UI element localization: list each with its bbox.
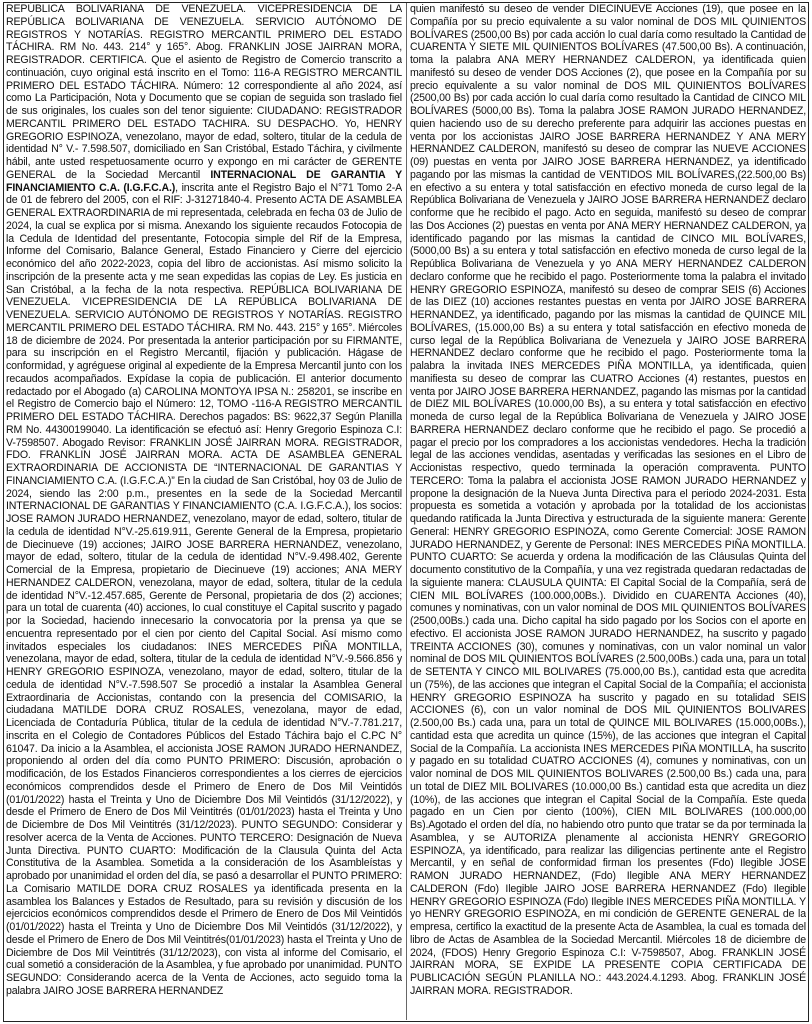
left-column-text-start: REPÚBLICA BOLIVARIANA DE VENEZUELA. VICEPRESIDENCIA DE LA REPÚBLICA BOLIVARIANA DE VENEZUELA. SERVICIO AUTÓNOMO DE REGISTROS Y NOTARÍAS. REGISTRO MERCANTIL PRIMERO DEL ESTADO TÁCHIRA. RM No. 443. 214° y 165°. Abog. FRANKLIN JOSE JAIRRAN MORA, REGISTRADOR. CERTIFICA. Que el asiento de Registro de Comercio transcrito a continuación, cuyo original está inscrito en el Tomo: 116-A REGISTRO MERCANTIL PRIMERO DEL ESTADO TÁCHIRA. Número: 12 correspondiente al año 2024, así como La Participación, Nota y Documento que se copian de seguida son traslado fiel de sus originales, los cuales son del tenor siguiente: CIUDADANO: REGISTRADOR MERCANTIL PRIMERO DEL ESTADO TACHIRA. SU DESPACHO. Yo, HENRY GREGORIO ESPINOZA, venezolano, mayor de edad, soltero, titular de la cedula de identidad N° V.- 7.598.507, domiciliado en San Cristóbal, Estado Táchira, y civilmente hábil, ante usted respetuosamente ocurro y expongo en mi carácter de GERENTE GENERAL de la Sociedad Mercantil [6,3,402,181]
company-name: INTERNACIONAL DE GARANTIA Y FINANCIAMIENTO C.A. (I.G.F.C.A.) [6,168,402,194]
column-divider [406,3,407,1020]
right-column [410,3,806,1019]
notice-columns [6,3,806,1020]
left-column [6,3,402,1019]
right-column-text: quien manifestó su deseo de vender DIECINUEVE Acciones (19), que posee en la Compañía por su precio equivalente a su valor nominal de DOS MIL QUINIENTOS BOLÍVARES (2500,00 Bs) por cada acción lo cual daría como resultado la Cantidad de CUARENTA Y SIETE MIL QUINIENTOS BOLÍVARES (47.500,00 Bs). A continuación, toma la palabra ANA MERY HERNANDEZ CALDERON, ya identificada quien manifestó su deseo de vender DOS Acciones (2), que posee en la Compañía por su precio equivalente a su valor nominal de DOS MIL QUINIENTOS BOLÍVARES (2500,00 Bs) por cada acción lo cual daría como resultado la Cantidad de CINCO MIL BOLÍVARES (5000,00 Bs). Toma la palabra JOSE RAMON JURADO HERNANDEZ, quien haciendo uso de su derecho preferente para adquirir las acciones puestas en venta por los accionistas JAIRO JOSE BARRERA HERNANDEZ Y ANA MERY HERNANDEZ CALDERON, manifestó su deseo de comprar las NUEVE ACCIONES (09) puestas en venta por JAIRO JOSE BARRERA HERNANDEZ, ya identificado pagando por las mismas la cantidad de VENTIDOS MIL BOLÍVARES,(22.500,00 Bs) en efectivo a su entera y total satisfacción en efectivo moneda de curso legal de la República Bolivariana de Venezuela y JAIRO JOSE BARRERA HERNANDEZ declaro conforme que he recibido el pago. Acto en seguida, manifestó su deseo de comprar las Dos Acciones (2) puestas en venta por ANA MERY HERNANDEZ CALDERON, ya identificado pagando por las mismas la cantidad de CINCO MIL BOLÍVARES, (5000,00 Bs) a su entera y total satisfacción en efectivo moneda de curso legal de la República Bolivariana de Venezuela y yo ANA MERY HERNANDEZ CALDERON declaro conforme que he recibido el pago. Posteriormente toma la palabra el invitado HENRY GREGORIO ESPINOZA, manifestó su deseo de comprar SEIS (6) Acciones de las DIEZ (10) acciones restantes puestas en venta por JAIRO JOSE BARRERA HERNANDEZ, ya identificado, pagando por las mismas la cantidad de QUINCE MIL BOLÍVARES, (15.000,00 Bs) a su entera y total satisfacción en efectivo moneda de curso legal de la República Bolivariana de Venezuela y JAIRO JOSE BARRERA HERNANDEZ declaro conforme que he recibido el pago. Posteriormente toma la palabra la invitada INES MERCEDES PIÑA MONTILLA, ya identificada, quien manifiesta su deseo de comprar las CUATRO Acciones (4) restantes, puestos en venta por JAIRO JOSE BARRERA HERNANDEZ, pagando las mismas por la cantidad de DIEZ MIL BOLÍVARES (10.000,00 Bs), a su entera y total satisfacción en efectivo moneda de curso legal de la República Bolivariana de Venezuela y JAIRO JOSE BARRERA HERNANDEZ declaro conforme que he recibido el pago. Se procedió a pagar el precio por los compradores a los accionistas vendedores. Hecha la tradición legal de las acciones vendidas, asentadas y verificadas las sesiones en el Libro de Accionistas respectivo, quedo terminada la operación compraventa. PUNTO TERCERO: Toma la palabra el accionista JOSE RAMON JURADO HERNANDEZ y propone la designación de la Nueva Junta Directiva para el periodo 2024-2031. Esta propuesta es sometida a votación y aprobada por la totalidad de los accionistas quedando ratificada la Junta Directiva y estructurada de la siguiente manera: Gerente General: HENRY GREGORIO ESPINOZA, como Gerente Comercial: JOSE RAMON JURADO HERNANDEZ, y Gerente de Personal: INES MERCEDES PIÑA MONTILLA. PUNTO CUARTO: Se acuerda y ordena la modificación de las Cláusulas Quinta del documento constitutivo de la Compañía, y una vez registrada quedaran redactadas de la siguiente manera: CLAUSULA QUINTA: El Capital Social de la Compañía, será de CIEN MIL BOLÍVARES (100.000,00Bs.). Dividido en CUARENTA Acciones (40), comunes y nominativas, con un valor nominal de DOS MIL QUINIENTOS BOLÍVARES (2500,00Bs.) cada una. Dicho capital ha sido pagado por los Socios con el aporte en efectivo. El accionista JOSE RAMON JURADO HERNANDEZ, ha suscrito y pagado TREINTA ACCIONES (30), comunes y nominativas, con un valor nominal un valor nominal de DOS MIL QUINIENTOS BOLÍVARES (2.500,00Bs.) cada una, para un total de SETENTA Y CINCO MIL BOLIVARES (75.000,00 Bs.), cantidad esta que acredita un (75%), de las acciones que integran el Capital Social de la Compañía; el accionista HENRY GREGORIO ESPINOZA ha suscrito y pagado en su totalidad SEIS ACCIONES (6), con un valor nominal de DOS MIL QUINIENTOS BOLIVARES (2.500,00 Bs.) cada una, para un total de QUINCE MIL BOLIVARES (15.000,00Bs.), cantidad esta que acredita un quince (15%), de las acciones que integran el Capital Social de la Compañía. La accionista INES MERCEDES PIÑA MONTILLA, ha suscrito y pagado en su totalidad CUATRO ACCIONES (4), comunes y nominativas, con un valor nominal de DOS MIL QUINIENTOS BOLIVARES (2.500,00 Bs.) cada una, para un total de DIEZ MIL BOLIVARES (10.000,00 Bs.) cantidad esta que acredita un diez (10%), de las acciones que integran el Capital Social de la Compañía. Este queda pagado en un Cien por ciento (100%), CIEN MIL BOLIVARES (100.000,00 Bs).Agotado el orden del día, no habiendo otro punto que tratar se da por terminada la Asamblea, y se AUTORIZA plenamente al accionista HENRY GREGORIO ESPINOZA, ya identificado, para realizar las diligencias pertinente ante el Registro Mercantil, y en señal de conformidad firman los presentes (Fdo) Ilegible JOSE RAMON JURADO HERNANDEZ, (Fdo) Ilegible ANA MERY HERNANDEZ CALDERON (Fdo) Ilegible JAIRO JOSE BARRERA HERNANDEZ (Fdo) Ilegible HENRY GREGORIO ESPINOZA (Fdo) Ilegible INES MERCEDES PIÑA MONTILLA. Y yo HENRY GREGORIO ESPINOZA, en mi condición de GERENTE GENERAL de la empresa, certifico la exactitud de la presente Acta de Asamblea, la cual es tomada del libro de Actas de Asamblea de la Sociedad Mercantil. Miércoles 18 de diciembre de 2024, (FDOS) Henry Gregorio Espinoza C.I: V-7598507, Abog. FRANKLIN JOSÉ JAIRRAN MORA, SE EXPIDE LA PRESENTE COPIA CERTIFICADA DE PUBLICACIÓN SEGÚN PLANILLA NO.: 443.2024.4.1293. Abog. FRANKLIN JOSÉ JAIRRAN MORA. REGISTRADOR. [410,3,806,997]
left-column-text-rest: , inscrita ante el Registro Bajo el N°71 Tomo 2-A de 01 de febrero del 2005, con el RIF: J-31271840-4. Presento ACTA DE ASAMBLEA GENERAL EXTRAORDINARIA de mi representada, celebrada en fecha 03 de Julio de 2024, la cual se explica por si misma. Anexando los siguiente recaudos Fotocopia de la Cedula de Identidad del presentante, Fotocopia simple del Rif de la Empresa, Informe del Comisario, Balance General, Estado Financiero y Cierre del ejercicio económico del año 2022-2023, copia del libro de accionistas. Así mismo solicito la inscripción de la presente acta y me sean expedidas las copias de Ley. Es justicia en San Cristóbal, a la fecha de la nota respectiva. REPÚBLICA BOLIVARIANA DE VENEZUELA. VICEPRESIDENCIA DE LA REPÚBLICA BOLIVARIANA DE VENEZUELA. SERVICIO AUTÓNOMO DE REGISTROS Y NOTARÍAS. REGISTRO MERCANTIL PRIMERO DEL ESTADO TÁCHIRA. RM No. 443. 215° y 165°. Miércoles 18 de diciembre de 2024. Por presentada la anterior participación por su FIRMANTE, para su inscripción en el Registro Mercantil, fijación y publicación. Hágase de conformidad, y agréguese original al expediente de la Empresa Mercantil junto con los recaudos acompañados. Expídase la copia de publicación. El anterior documento redactado por el Abogado (a) CAROLINA MONTOYA IPSA N.: 258201, se inscribe en el Registro de Comercio bajo el Número: 12, TOMO -116-A REGISTRO MERCANTIL PRIMERO DEL ESTADO TÁCHIRA. Derechos pagados: BS: 9622,37 Según Planilla RM No. 44300199040. La identificación se efectuó así: Henry Gregorio Espinoza C.I: V-7598507. Abogado Revisor: FRANKLIN JOSÉ JAIRRAN MORA. REGISTRADOR, FDO. FRANKLIN JOSÉ JAIRRAN MORA. ACTA DE ASAMBLEA GENERAL EXTRAORDINARIA DE ACCIONISTA DE “INTERNACIONAL DE GARANTIAS Y FINANCIAMIENTO C.A. (I.G.F.C.A.)” En la ciudad de San Cristóbal, hoy 03 de Julio de 2024, siendo las 2:00 p.m., presentes en la sede de la Sociedad Mercantil INTERNACIONAL DE GARANTIAS Y FINANCIAMIENTO (C.A. I.G.F.C.A.), los socios: JOSE RAMON JURADO HERNANDEZ, venezolano, mayor de edad, soltero, titular de la cedula de identidad N°V.-25.619.911, Gerente General de la Empresa, propietario de Diecinueve (19) acciones; JAIRO JOSE BARRERA HERNANDEZ, venezolano, mayor de edad, soltero, titular de la cedula de identidad N°V.-9.498.402, Gerente Comercial de la Empresa, propietario de Diecinueve (19) acciones; ANA MERY HERNANDEZ CALDERON, venezolana, mayor de edad, soltera, titular de la cedula de identidad N°V.-12.457.685, Gerente de Personal, propietaria de dos (2) acciones; para un total de cuarenta (40) acciones, lo cual constituye el Capital suscrito y pagado por la Sociedad, haciendo innecesario la convocatoria por la prensa ya que se encuentra representado por el cien por ciento del Capital Social. Así mismo como invitados especiales los ciudadanos: INES MERCEDES PIÑA MONTILLA, venezolana, mayor de edad, soltera, titular de la cedula de identidad N°V.-9.566.856 y HENRY GREGORIO ESPINOZA, venezolano, mayor de edad, soltero, titular de la cedula de identidad N°V.-7.598.507 Se procedió a instalar la Asamblea General Extraordinaria de Accionistas, contando con la presencia del COMISARIO, la ciudadana MATILDE DORA CRUZ ROSALES, venezolana, mayor de edad, Licenciada de Contaduría Pública, titular de la cedula de identidad N°V.-7.781.217, inscrita en el Colegio de Contadores Públicos del Estado Táchira bajo el C.PC N° 61047. Da inicio a la Asamblea, el accionista JOSE RAMON JURADO HERNANDEZ, proponiendo al orden del día como PUNTO PRIMERO: Discusión, aprobación o modificación, de los Estados Financieros correspondientes a los cierres de ejercicios económicos comprendidos desde el Primero de Enero de Dos Mil Veintidós (01/01/2022) hasta el Treinta y Uno de Diciembre Dos Mil Veintidós (31/12/2022), y desde el Primero de Enero de Dos Mil Veintitrés (01/01/2023) hasta el Treinta y Uno de Diciembre de Dos Mil Veintitrés (31/12/2023). PUNTO SEGUNDO: Considerar y resolver acerca de la Venta de Acciones. PUNTO TERCERO: Designación de Nueva Junta Directiva. PUNTO CUARTO: Modificación de la Clausula Quinta del Acta Constitutiva de la Asamblea. Sometida a la consideración de los Asambleístas y aprobado por unanimidad el orden del día, se pasó a desarrollar el PUNTO PRIMERO: La Comisario MATILDE DORA CRUZ ROSALES ya identificada presenta en la asamblea los Balances y Estados de Resultado, para su revisión y discusión de los ejercicios económicos comprendidos desde el Primero de Enero de Dos Mil Veintidós (01/01/2022) hasta el Treinta y Uno de Diciembre Dos Mil Veintidós (31/12/2022), y desde el Primero de Enero de Dos Mil Veintitrés(01/01/2023) hasta el Treinta y Uno de Diciembre de Dos Mil Veintitrés (31/12/2023), con vista al informe del Comisario, el cual sometió a consideración de la Asamblea, y fue aprobado por unanimidad. PUNTO SEGUNDO: Considerando acerca de la Venta de Acciones, acto seguido toma la palabra JAIRO JOSE BARRERA HERNANDEZ [6,181,402,997]
